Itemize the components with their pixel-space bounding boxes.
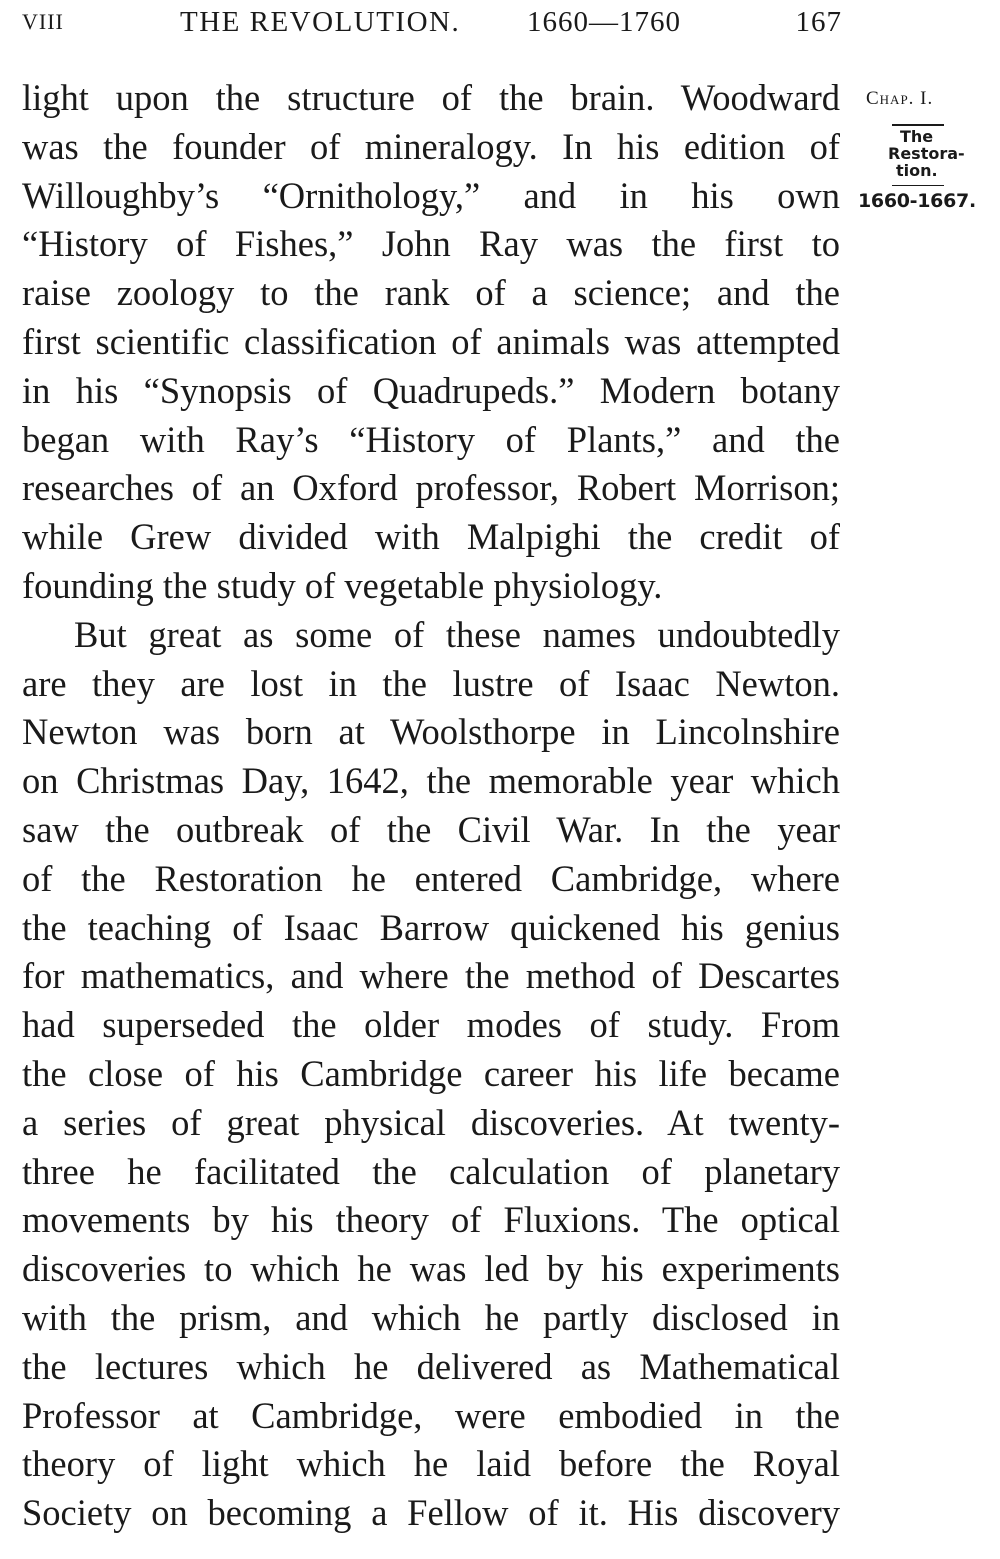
text-line: the lectures which he delivered as Mathematical [22,1345,840,1387]
text-line: of the Restoration he entered Cambridge, where [22,857,840,899]
text-line: began with Ray’s “History of Plants,” and the [22,418,840,460]
text-line: in his “Synopsis of Quadrupeds.” Modern botany [22,369,840,411]
text-line: raise zoology to the rank of a science; and the [22,272,840,314]
text-line: Willoughby’s “Ornithology,” and in his own [22,174,840,216]
text-line: the teaching of Isaac Barrow quickened his genius [22,906,840,948]
running-head-title: THE REVOLUTION. [180,6,461,38]
text-line: founding the study of vegetable physiology. [22,564,663,606]
text-line: theory of light which he laid before the Royal [22,1443,840,1485]
text-line: “History of Fishes,” John Ray was the first to [22,223,840,265]
text-line: saw the outbreak of the Civil War. In the year [22,808,840,850]
page-number: 167 [795,6,842,38]
text-line: first scientific classification of animals was attempted [22,320,840,362]
text-line: on Christmas Day, 1642, the memorable year which [22,760,840,802]
text-line: researches of an Oxford professor, Robert Morrison; [22,467,840,509]
running-head-years: 1660—1760 [527,6,681,38]
text-line: discoveries to which he was led by his experiments [22,1248,840,1290]
margin-note-years: 1660-1667. [858,190,976,212]
text-line: had superseded the older modes of study. From [22,1004,840,1046]
body-text [22,74,840,1538]
text-line: while Grew divided with Malpighi the credit of [22,516,840,558]
text-line: But great as some of these names undoubtedly [74,613,840,655]
margin-note-chapter: Chap. I. [866,88,934,109]
running-head-chapter: VIII [22,9,64,34]
margin-note-topic-line: The [900,126,934,146]
margin-note-rule-top [892,124,944,126]
text-line: three he facilitated the calculation of planetary [22,1150,840,1192]
text-line: was the founder of mineralogy. In his edition of [22,125,840,167]
text-line: the close of his Cambridge career his life became [22,1052,840,1094]
text-line: for mathematics, and where the method of Descartes [22,955,840,997]
margin-note-topic-line: tion. [896,160,938,180]
text-line: with the prism, and which he partly disclosed in [22,1296,840,1338]
text-line: Newton was born at Woolsthorpe in Lincolnshire [22,711,840,753]
margin-note-topic-line: Restora- [888,143,965,163]
text-line: movements by his theory of Fluxions. The optical [22,1199,840,1241]
margin-note [852,84,987,216]
text-line: Professor at Cambridge, were embodied in the [22,1394,840,1436]
text-line: Society on becoming a Fellow of it. His discovery [22,1492,840,1534]
text-line: a series of great physical discoveries. At twenty- [22,1101,840,1143]
running-head [22,2,842,42]
text-line: light upon the structure of the brain. Woodward [22,77,840,118]
text-line: are they are lost in the lustre of Isaac Newton. [22,662,840,704]
